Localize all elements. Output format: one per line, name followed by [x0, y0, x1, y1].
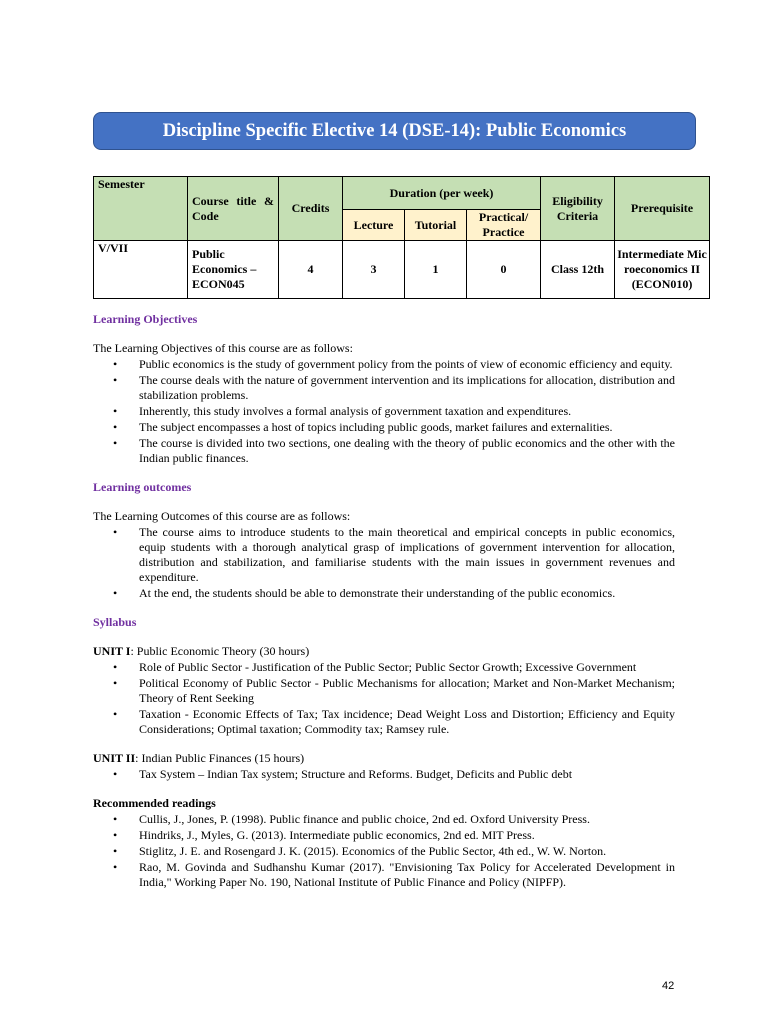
learning-outcomes-list	[93, 525, 675, 601]
bullet-icon: •	[113, 436, 118, 450]
bullet-icon: •	[113, 844, 118, 858]
header-credits: Credits	[279, 177, 343, 241]
bullet-icon: •	[113, 812, 118, 826]
list-item-text: Taxation - Economic Effects of Tax; Tax incidence; Dead Weight Loss and Distortion; Efficiency and Equity Considerations; Optimal taxation; Commodity tax; Ramsey rule.	[139, 707, 675, 736]
header-duration: Duration (per week)	[343, 177, 541, 210]
header-eligibility: Eligibility Criteria	[541, 177, 615, 241]
list-item-text: The course aims to introduce students to the main theoretical and empirical concepts in public economics, equip students with a thorough analytical grasp of implications of government intervention for allocation, distribution and stabilization, and familiarise students with the main issues in government revenues and expenditure.	[139, 525, 675, 584]
list-item	[93, 844, 675, 859]
list-item	[93, 707, 675, 737]
bullet-icon: •	[113, 404, 118, 418]
readings-list	[93, 812, 675, 890]
list-item-text: Inherently, this study involves a formal analysis of government taxation and expenditures.	[139, 404, 572, 418]
unit-2-title-text: : Indian Public Finances (15 hours)	[135, 751, 305, 765]
header-semester: Semester	[94, 177, 188, 241]
list-item-text: The subject encompasses a host of topics including public goods, market failures and externalities.	[139, 420, 613, 434]
list-item	[93, 357, 675, 372]
header-tutorial: Tutorial	[405, 210, 467, 241]
list-item-text: Cullis, J., Jones, P. (1998). Public finance and public choice, 2nd ed. Oxford University Press.	[139, 812, 590, 826]
unit-1-title-text: : Public Economic Theory (30 hours)	[130, 644, 310, 658]
list-item-text: Rao, M. Govinda and Sudhanshu Kumar (2017). "Envisioning Tax Policy for Accelerated Development in India," Working Paper No. 190, National Institute of Public Finance and Policy (NIPFP).	[139, 860, 675, 889]
bullet-icon: •	[113, 525, 118, 539]
list-item-text: Role of Public Sector - Justification of the Public Sector; Public Sector Growth; Excessive Government	[139, 660, 637, 674]
unit-2-list	[93, 767, 675, 782]
header-prerequisite: Prerequisite	[615, 177, 710, 241]
list-item	[93, 420, 675, 435]
unit-1-label: UNIT I	[93, 644, 131, 658]
recommended-readings-heading: Recommended readings	[93, 796, 216, 810]
bullet-icon: •	[113, 660, 118, 674]
list-item	[93, 436, 675, 466]
cell-eligibility: Class 12th	[541, 241, 615, 299]
page-number: 42	[662, 980, 675, 992]
learning-objectives-intro: The Learning Objectives of this course are as follows:	[93, 341, 353, 355]
list-item-text: The course deals with the nature of government intervention and its implications for allocation, distribution and stabilization problems.	[139, 373, 675, 402]
list-item	[93, 860, 675, 890]
bullet-icon: •	[113, 357, 118, 371]
syllabus-heading: Syllabus	[93, 615, 137, 629]
list-item	[93, 586, 675, 601]
bullet-icon: •	[113, 707, 118, 721]
learning-objectives-heading: Learning Objectives	[93, 312, 198, 326]
bullet-icon: •	[113, 420, 118, 434]
cell-credits: 4	[279, 241, 343, 299]
list-item	[93, 828, 675, 843]
list-item	[93, 812, 675, 827]
list-item	[93, 525, 675, 585]
list-item	[93, 676, 675, 706]
unit-1-title	[93, 644, 675, 659]
cell-semester: V/VII	[94, 241, 188, 299]
list-item-text: Public economics is the study of government policy from the points of view of economic efficiency and equity.	[139, 357, 673, 371]
list-item	[93, 660, 675, 675]
header-lecture: Lecture	[343, 210, 405, 241]
learning-objectives-list	[93, 357, 675, 466]
course-content	[93, 312, 675, 904]
bullet-icon: •	[113, 676, 118, 690]
bullet-icon: •	[113, 860, 118, 874]
bullet-icon: •	[113, 828, 118, 842]
list-item-text: Hindriks, J., Myles, G. (2013). Intermediate public economics, 2nd ed. MIT Press.	[139, 828, 535, 842]
course-title-banner: Discipline Specific Elective 14 (DSE-14): Public Economics	[93, 112, 696, 150]
unit-1-list	[93, 660, 675, 737]
header-course-title: Course title & Code	[188, 177, 279, 241]
list-item	[93, 404, 675, 419]
cell-lecture: 3	[343, 241, 405, 299]
unit-2-title	[93, 751, 675, 766]
cell-course-title: Public Economics – ECON045	[188, 241, 279, 299]
list-item-text: Political Economy of Public Sector - Public Mechanisms for allocation; Market and Non-Market Mechanism; Theory of Rent Seeking	[139, 676, 675, 705]
bullet-icon: •	[113, 373, 118, 387]
learning-outcomes-heading: Learning outcomes	[93, 480, 192, 494]
cell-tutorial: 1	[405, 241, 467, 299]
learning-outcomes-intro: The Learning Outcomes of this course are as follows:	[93, 509, 351, 523]
list-item-text: Stiglitz, J. E. and Rosengard J. K. (2015). Economics of the Public Sector, 4th ed., W. W. Norton.	[139, 844, 607, 858]
header-practical: Practical/ Practice	[467, 210, 541, 241]
cell-prerequisite: Intermediate Microeconomics II (ECON010)	[615, 241, 710, 299]
list-item-text: The course is divided into two sections, one dealing with the theory of public economics and the other with the Indian public finances.	[139, 436, 675, 465]
list-item	[93, 767, 675, 782]
cell-practical: 0	[467, 241, 541, 299]
table-header-row	[94, 177, 710, 210]
unit-2-label: UNIT II	[93, 751, 136, 765]
course-details-table	[93, 176, 710, 299]
list-item	[93, 373, 675, 403]
list-item-text: At the end, the students should be able to demonstrate their understanding of the public economics.	[139, 586, 616, 600]
table-row	[94, 241, 710, 299]
bullet-icon: •	[113, 767, 118, 781]
list-item-text: Tax System – Indian Tax system; Structure and Reforms. Budget, Deficits and Public debt	[139, 767, 573, 781]
bullet-icon: •	[113, 586, 118, 600]
